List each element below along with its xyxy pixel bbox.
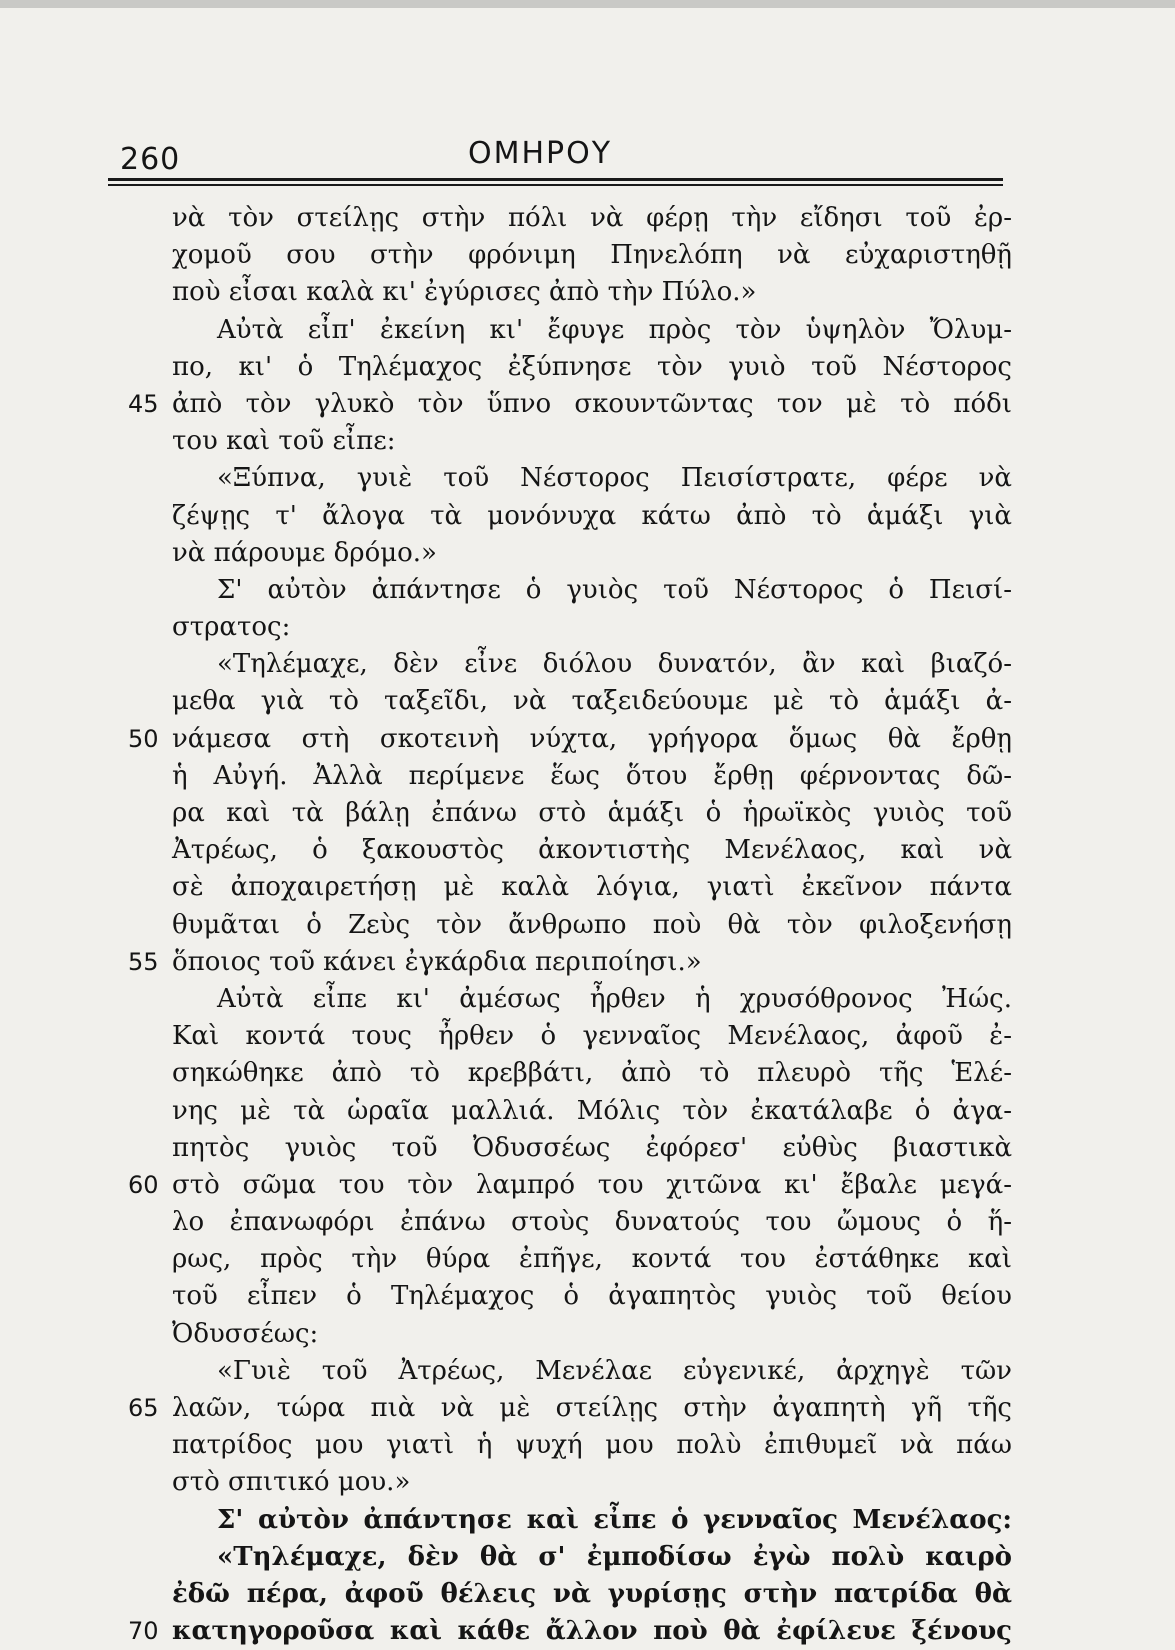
running-head: ΟΜΗΡΟΥ [468,136,613,171]
body-text [128,200,1012,1650]
text-line: χομοῦ σου στὴν φρόνιμη Πηνελόπη νὰ εὐχαριστηθῇ [172,240,1012,271]
text-line: νὰ τὸν στείλῃς στὴν πόλι νὰ φέρῃ τὴν εἴδησι τοῦ ἐρ- [172,203,1012,233]
text-line: του καὶ τοῦ εἶπε: [172,426,396,457]
text-line: 50 νάμεσα στὴ σκοτεινὴ νύχτα, γρήγορα ὅμως θὰ ἔρθῃ [172,721,1012,758]
text-line: λο ἐπανωφόρι ἐπάνω στοὺς δυνατούς του ὤμους ὁ ἥ- [172,1207,1012,1238]
text-line: 55 ὅποιος τοῦ κάνει ἐγκάρδια περιποίησι.» [172,944,1012,981]
text-line: ποὺ εἶσαι καλὰ κι' ἐγύρισες ἀπὸ τὴν Πύλο.» [172,277,757,308]
text-line: Ἀτρέως, ὁ ξακουστὸς ἀκοντιστὴς Μενέλαος, καὶ νὰ [172,835,1012,866]
text-line: «Τηλέμαχε, δὲν εἶνε διόλου δυνατόν, ἂν καὶ βιαζό- [217,649,1012,680]
text-line: 70 κατηγοροῦσα καὶ κάθε ἄλλον ποὺ θὰ ἐφίλευε ξένους [172,1613,1012,1650]
line-number: 50 [128,724,159,753]
line-number: 45 [128,389,159,418]
text-line: ρως, πρὸς τὴν θύρα ἐπῆγε, κοντά του ἐστάθηκε καὶ [172,1244,1012,1275]
text-line: ἡ Αὐγή. Ἀλλὰ περίμενε ἕως ὅτου ἔρθῃ φέρνοντας δῶ- [172,760,1012,791]
text-line: ρα καὶ τὰ βάλῃ ἐπάνω στὸ ἁμάξι ὁ ἡρωϊκὸς γυιὸς τοῦ [172,798,1012,828]
text-line: νης μὲ τὰ ὡραῖα μαλλιά. Μόλις τὸν ἐκατάλαβε ὁ ἀγα- [172,1095,1012,1126]
text-line: πατρίδος μου γιατὶ ἡ ψυχή μου πολὺ ἐπιθυμεῖ νὰ πάω [172,1430,1012,1461]
text-line: ζέψῃς τ' ἄλογα τὰ μονόνυχα κάτω ἀπὸ τὸ ἁμάξι γιὰ [172,500,1012,531]
text-line: νὰ πάρουμε δρόμο.» [172,537,437,568]
line-number: 55 [128,947,159,976]
line-number: 65 [128,1394,159,1422]
header-rule-lower [108,184,1003,186]
text-line: θυμᾶται ὁ Ζεὺς τὸν ἄνθρωπο ποὺ θὰ τὸν φιλοξενήσῃ [172,909,1012,940]
line-number: 60 [128,1170,159,1199]
page-top-edge [0,0,1175,8]
text-line: 65 λαῶν, τώρα πιὰ νὰ μὲ στείλῃς στὴν ἀγαπητὴ γῆ τῆς [172,1390,1012,1427]
text-line: «Γυιὲ τοῦ Ἀτρέως, Μενέλαε εὐγενικέ, ἀρχηγὲ τῶν [217,1355,1012,1386]
text-line: πο, κι' ὁ Τηλέμαχος ἐξύπνησε τὸν γυιὸ τοῦ Νέστορος [172,351,1012,382]
header-rule-upper [108,178,1003,181]
text-line: Σ' αὐτὸν ἀπάντησε καὶ εἶπε ὁ γενναῖος Μενέλαος: [217,1504,1012,1535]
text-line: «Τηλέμαχε, δὲν θὰ σ' ἐμποδίσω ἐγὼ πολὺ καιρὸ [217,1541,1012,1572]
text-line: 60 στὸ σῶμα του τὸν λαμπρό του χιτῶνα κι' ἔβαλε μεγά- [172,1167,1012,1204]
text-line: στρατος: [172,612,291,643]
text-line: «Ξύπνα, γυιὲ τοῦ Νέστορος Πεισίστρατε, φέρε νὰ [217,463,1012,494]
text-line: σὲ ἀποχαιρετήσῃ μὲ καλὰ λόγια, γιατὶ ἐκεῖνον πάντα [172,872,1012,903]
text-line: Αὐτὰ εἶπ' ἐκείνη κι' ἔφυγε πρὸς τὸν ὑψηλὸν Ὄλυμ- [217,314,1012,345]
line-number: 70 [128,1617,159,1646]
text-line: 45 ἀπὸ τὸν γλυκὸ τὸν ὕπνο σκουντῶντας τον μὲ τὸ πόδι [172,386,1012,423]
text-line: Αὐτὰ εἶπε κι' ἀμέσως ἦρθεν ἡ χρυσόθρονος Ἠώς. [217,983,1012,1014]
text-line: τοῦ εἶπεν ὁ Τηλέμαχος ὁ ἀγαπητὸς γυιὸς τοῦ θείου [172,1281,1012,1312]
text-line: στὸ σπιτικό μου.» [172,1467,411,1498]
text-line: πητὸς γυιὸς τοῦ Ὀδυσσέως ἐφόρεσ' εὐθὺς βιαστικὰ [172,1132,1012,1163]
text-line: ἐδῶ πέρα, ἀφοῦ θέλεις νὰ γυρίσῃς στὴν πατρίδα θὰ [172,1578,1012,1609]
text-line: Σ' αὐτὸν ἀπάντησε ὁ γυιὸς τοῦ Νέστορος ὁ Πεισί- [217,574,1012,605]
text-line: σηκώθηκε ἀπὸ τὸ κρεββάτι, ἀπὸ τὸ πλευρὸ τῆς Ἑλέ- [172,1058,1012,1089]
text-line: Ὀδυσσέως: [172,1318,319,1349]
text-line: μεθα γιὰ τὸ ταξεῖδι, νὰ ταξειδεύουμε μὲ τὸ ἁμάξι ἀ- [172,686,1012,717]
text-line: Καὶ κοντά τους ἦρθεν ὁ γενναῖος Μενέλαος, ἀφοῦ ἐ- [172,1021,1012,1052]
page-number: 260 [120,142,181,177]
